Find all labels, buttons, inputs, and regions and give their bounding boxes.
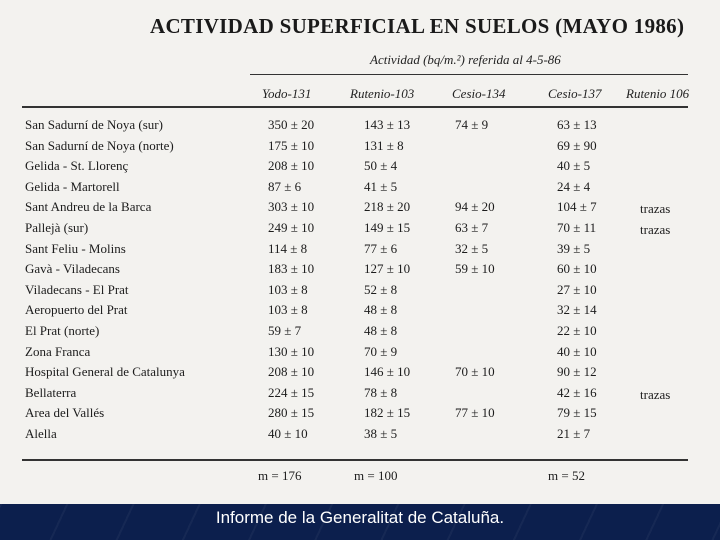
value-cell-yodo-131: 130 ± 10 xyxy=(268,343,315,359)
value-cell-yodo-131: 249 ± 10 xyxy=(268,220,315,235)
value-cell-cesio-137: 70 ± 11 xyxy=(557,220,597,235)
value-cell-rutenio-103: 218 ± 20 xyxy=(364,199,411,215)
value-cell-rutenio-103: 77 ± 6 xyxy=(364,240,398,256)
value-cell-rutenio-106: trazas xyxy=(640,222,671,237)
location-cell: Hospital General de Catalunya xyxy=(25,364,185,380)
value-cell-cesio-137: 24 ± 4 xyxy=(557,178,591,194)
location-cell: Sant Feliu - Molins xyxy=(25,240,126,256)
location-cell: Viladecans - El Prat xyxy=(25,281,129,297)
value-cell-cesio-137: 27 ± 10 xyxy=(557,281,597,297)
location-cell: Zona Franca xyxy=(25,343,91,359)
value-cell-cesio-137: 22 ± 10 xyxy=(557,323,597,338)
location-cell: Pallejà (sur) xyxy=(25,220,89,235)
value-cell-cesio-137: 79 ± 15 xyxy=(557,405,597,421)
location-cell: Gelida - Martorell xyxy=(25,178,120,194)
mean-rutenio-103: m = 100 xyxy=(354,468,398,483)
value-cell-cesio-137: 69 ± 90 xyxy=(557,137,597,153)
value-cell-cesio-137: 32 ± 14 xyxy=(557,302,597,318)
location-cell: Alella xyxy=(25,426,57,441)
value-cell-cesio-134: 74 ± 9 xyxy=(455,117,489,132)
location-cell: Aeropuerto del Prat xyxy=(25,302,128,318)
value-cell-yodo-131: 183 ± 10 xyxy=(268,261,315,277)
value-cell-cesio-134: 70 ± 10 xyxy=(455,364,495,380)
value-cell-rutenio-103: 70 ± 9 xyxy=(364,343,398,359)
value-cell-yodo-131: 87 ± 6 xyxy=(268,178,302,194)
table-top-rule xyxy=(22,106,688,108)
value-cell-cesio-137: 40 ± 10 xyxy=(557,343,597,359)
value-cell-yodo-131: 103 ± 8 xyxy=(268,281,308,297)
value-cell-rutenio-103: 78 ± 8 xyxy=(364,384,398,400)
value-cell-yodo-131: 350 ± 20 xyxy=(268,117,315,132)
location-cell: El Prat (norte) xyxy=(25,323,100,338)
value-cell-cesio-137: 40 ± 5 xyxy=(557,158,591,174)
location-cell: Gelida - St. Llorenç xyxy=(25,158,129,174)
location-cell: Gavà - Viladecans xyxy=(25,261,120,277)
column-header-yodo-131: Yodo-131 xyxy=(262,86,312,101)
value-cell-yodo-131: 103 ± 8 xyxy=(268,302,308,318)
location-cell: Bellaterra xyxy=(25,384,77,400)
mean-yodo-131: m = 176 xyxy=(258,468,302,483)
value-cell-yodo-131: 59 ± 7 xyxy=(268,323,302,338)
subtitle-rule xyxy=(250,74,688,75)
value-cell-rutenio-103: 182 ± 15 xyxy=(364,405,411,421)
value-cell-cesio-137: 90 ± 12 xyxy=(557,364,597,380)
value-cell-cesio-137: 60 ± 10 xyxy=(557,261,597,277)
value-cell-cesio-134: 63 ± 7 xyxy=(455,220,489,235)
column-header-cesio-134: Cesio-134 xyxy=(452,86,506,101)
column-header-cesio-137: Cesio-137 xyxy=(548,86,602,101)
mean-cesio-137: m = 52 xyxy=(548,468,585,483)
value-cell-yodo-131: 280 ± 15 xyxy=(268,405,315,421)
value-cell-rutenio-103: 146 ± 10 xyxy=(364,364,411,380)
value-cell-rutenio-106: trazas xyxy=(640,386,671,402)
value-cell-yodo-131: 208 ± 10 xyxy=(268,158,315,174)
value-cell-rutenio-106: trazas xyxy=(640,201,671,217)
value-cell-rutenio-103: 143 ± 13 xyxy=(364,117,411,132)
column-header-rutenio-106: Rutenio 106 xyxy=(626,86,690,101)
value-cell-rutenio-103: 50 ± 4 xyxy=(364,158,398,174)
value-cell-rutenio-103: 127 ± 10 xyxy=(364,261,411,277)
location-cell: Sant Andreu de la Barca xyxy=(25,199,152,215)
value-cell-rutenio-103: 149 ± 15 xyxy=(364,220,411,235)
table-bottom-rule xyxy=(22,459,688,461)
value-cell-yodo-131: 114 ± 8 xyxy=(268,240,308,256)
location-cell: San Sadurní de Noya (norte) xyxy=(25,137,174,153)
value-cell-cesio-134: 32 ± 5 xyxy=(455,240,489,256)
value-cell-cesio-134: 77 ± 10 xyxy=(455,405,495,421)
footer-caption: Informe de la Generalitat de Cataluña. xyxy=(215,508,505,527)
value-cell-cesio-137: 63 ± 13 xyxy=(557,117,597,132)
value-cell-rutenio-103: 48 ± 8 xyxy=(364,323,398,338)
value-cell-cesio-137: 21 ± 7 xyxy=(557,426,591,441)
value-cell-yodo-131: 224 ± 15 xyxy=(268,384,315,400)
value-cell-yodo-131: 208 ± 10 xyxy=(268,364,315,380)
location-cell: Area del Vallés xyxy=(25,405,105,421)
column-header-rutenio-103: Rutenio-103 xyxy=(350,86,415,101)
value-cell-yodo-131: 303 ± 10 xyxy=(268,199,315,215)
value-cell-yodo-131: 175 ± 10 xyxy=(268,137,315,153)
value-cell-rutenio-103: 52 ± 8 xyxy=(364,281,398,297)
value-cell-cesio-134: 59 ± 10 xyxy=(455,261,495,277)
activity-units-subtitle: Actividad (bq/m.²) referida al 4-5-86 xyxy=(370,52,561,67)
value-cell-cesio-137: 39 ± 5 xyxy=(557,240,591,256)
value-cell-rutenio-103: 131 ± 8 xyxy=(364,137,404,153)
location-cell: San Sadurní de Noya (sur) xyxy=(25,117,163,132)
value-cell-rutenio-103: 48 ± 8 xyxy=(364,302,398,318)
value-cell-cesio-137: 42 ± 16 xyxy=(557,384,597,400)
value-cell-cesio-137: 104 ± 7 xyxy=(557,199,597,215)
value-cell-yodo-131: 40 ± 10 xyxy=(268,426,308,441)
value-cell-rutenio-103: 38 ± 5 xyxy=(364,426,398,441)
value-cell-rutenio-103: 41 ± 5 xyxy=(364,178,398,194)
value-cell-cesio-134: 94 ± 20 xyxy=(455,199,495,215)
table-title: ACTIVIDAD SUPERFICIAL EN SUELOS (MAYO 1986) xyxy=(150,14,685,38)
